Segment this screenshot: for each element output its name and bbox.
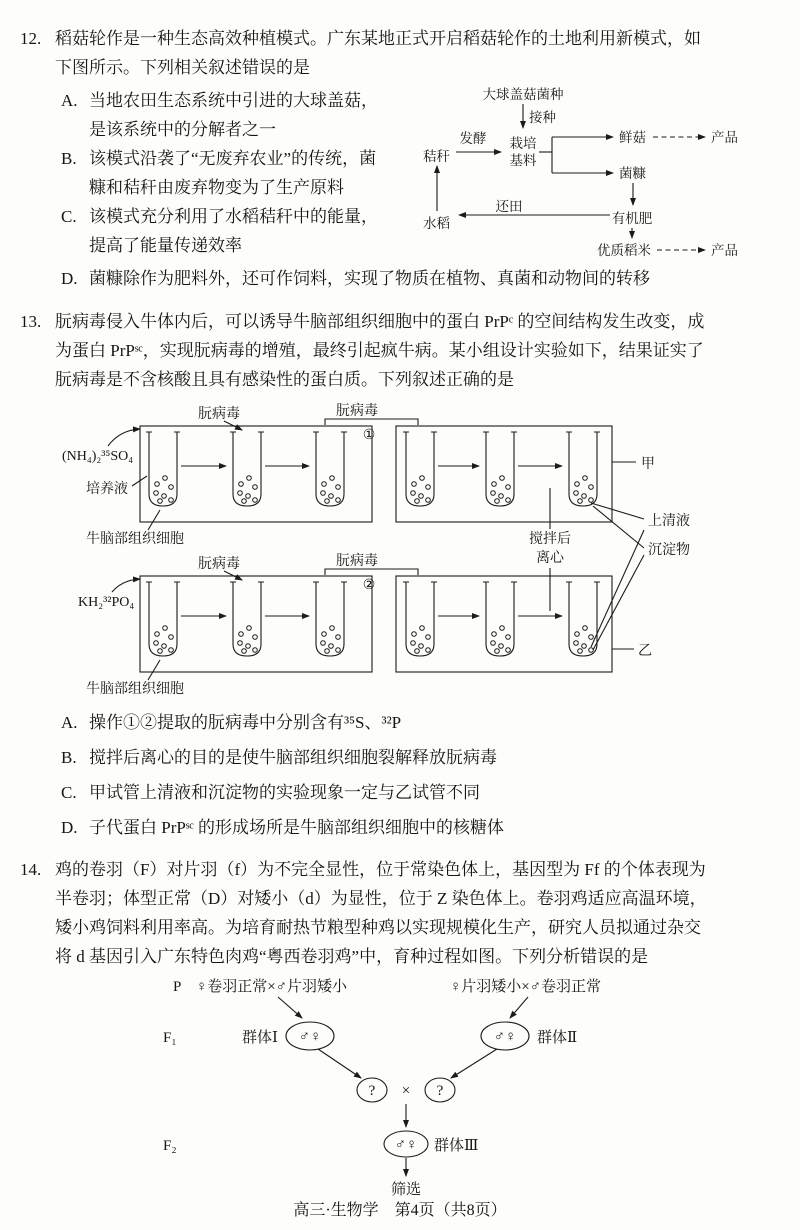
label-rice-plant: 水稻 (423, 216, 450, 231)
label-product1: 产品 (711, 130, 738, 145)
rice-mushroom-flow-diagram (415, 86, 800, 270)
label-culture-medium: 培养液 (86, 482, 128, 497)
question-number: 12. (20, 29, 42, 48)
test-tube (483, 432, 517, 506)
question-number: 13. (20, 312, 42, 331)
label-group2: 群体Ⅱ (537, 1030, 578, 1046)
option-text: 菌糠除作为肥料外，还可作饲料，实现了物质在植物、真菌和动物间的转移 (89, 269, 650, 288)
q12-options (55, 86, 391, 264)
infection-box-jia (396, 426, 612, 522)
test-tube (403, 432, 437, 506)
q13-option-c (55, 778, 784, 807)
option-text: 当地农田生态系统中引进的大球盖菇，是该系统中的分解者之一 (89, 91, 378, 139)
test-tube (566, 582, 600, 656)
arrow-group1-to-parent (318, 1049, 361, 1078)
arrow-cross2-to-group2 (510, 997, 528, 1018)
q14-stem: 鸡的卷羽（F）对片羽（f）为不完全显性，位于常染色体上，基因型为 Ff 的个体表现为半卷羽；体型正常（D）对矮小（d）为显性，位于 Z 染色体上。卷羽鸡适应高温环境，矮小鸡饲料利用率高。为培育耐热节粮型种鸡以实现规模化生产，研究人员拟通过杂交将 d 基因引入广东特色肉鸡“粤西卷羽鸡”中，育种过程如图。下列分析错误的是 (55, 860, 707, 966)
option-text: 子代蛋白 PrPˢᶜ 的形成场所是牛脑部组织细胞中的核糖体 (89, 818, 505, 837)
label-op2: ② (362, 578, 376, 593)
option-label: A. (61, 713, 78, 732)
label-male-female: ♂♀ (394, 1137, 418, 1153)
option-label: D. (61, 269, 78, 288)
question-number: 14. (20, 860, 42, 879)
option-label: B. (61, 149, 77, 168)
culture-box-1 (140, 426, 372, 522)
label-mushroom-spawn: 大球盖菇菌种 (482, 87, 564, 102)
test-tube (230, 432, 264, 506)
label-stir: 搅拌后 (529, 532, 571, 547)
label-inoculate: 接种 (529, 110, 556, 125)
infection-box-yi (396, 576, 612, 672)
label-select: 筛选 (390, 1182, 422, 1198)
page-footer: 高三·生物学 第4页（共8页） (293, 1202, 507, 1219)
phosphate-pointer (112, 579, 140, 592)
label-f2: F₂ (163, 1138, 177, 1154)
label-substrate-1: 栽培 (509, 136, 537, 151)
label-fresh-mushroom: 鲜菇 (619, 130, 646, 145)
test-tube (403, 582, 437, 656)
test-tube (230, 582, 264, 656)
label-potassium-phosphate: KH₂³²PO₄ (78, 595, 135, 610)
label-straw: 秸秆 (423, 149, 450, 164)
test-tube (146, 432, 180, 506)
label-group3: 群体Ⅲ (434, 1138, 479, 1154)
row2-32p (78, 552, 652, 697)
label-precipitate: 沉淀物 (648, 543, 690, 558)
q12-option-a (55, 86, 391, 144)
sulfate-pointer (108, 429, 140, 446)
test-tube (483, 582, 517, 656)
test-tube (313, 432, 347, 506)
label-group1: 群体Ⅰ (242, 1030, 278, 1046)
leader-yi-precipitate (593, 555, 644, 650)
q12-options-and-diagram (55, 86, 784, 264)
q13-option-d (55, 813, 784, 842)
question-body (55, 24, 784, 293)
arrow-group2-to-parent (451, 1049, 497, 1078)
label-brain-cells: 牛脑部组织细胞 (86, 682, 184, 697)
option-text: 搅拌后离心的目的是使牛脑部组织细胞裂解释放朊病毒 (89, 748, 497, 767)
label-spent-substrate: 菌糠 (619, 166, 646, 181)
option-label: A. (61, 91, 78, 110)
question-body (55, 855, 784, 1201)
label-op1: ① (362, 428, 376, 443)
label-unknown2: ? (436, 1083, 444, 1099)
breeding-pedigree-diagram (150, 973, 680, 1201)
label-product2: 产品 (711, 243, 738, 258)
leader-jia-precipitate (593, 506, 644, 548)
q12-option-c (55, 202, 391, 260)
option-text: 该模式充分利用了水稻秸秆中的能量，提高了能量传递效率 (89, 207, 378, 255)
label-brain-cells: 牛脑部组织细胞 (86, 532, 184, 547)
test-tube (146, 582, 180, 656)
leader-yi-supernatant (591, 530, 644, 647)
question-body (55, 307, 784, 842)
op2-bracket (325, 569, 418, 575)
label-prion: 朊病毒 (198, 557, 240, 572)
row1-35s (62, 402, 655, 547)
q14-breeding-diagram-area (150, 973, 784, 1201)
option-label: C. (61, 783, 77, 802)
label-p-generation: P (173, 979, 182, 995)
cells-leader (148, 510, 160, 530)
label-yi: 乙 (638, 644, 652, 659)
option-label: D. (61, 818, 78, 837)
question-13 (20, 307, 784, 842)
option-text: 该模式沿袭了“无废弃农业”的传统，菌糠和秸秆由废弃物变为了生产原料 (89, 149, 377, 197)
test-tube (313, 582, 347, 656)
op1-bracket (325, 419, 418, 425)
option-label: B. (61, 748, 77, 767)
q12-stem: 稻菇轮作是一种生态高效种植模式。广东某地正式开启稻菇轮作的土地利用新模式，如下图所示。下列相关叙述错误的是 (55, 29, 701, 77)
label-ammonium-sulfate: (NH₄)₂³⁵SO₄ (62, 449, 134, 464)
q12-flow-diagram-area (391, 86, 784, 264)
q13-experiment-diagram-area (60, 402, 784, 700)
question-12 (20, 24, 784, 293)
label-prion: 朊病毒 (336, 554, 378, 569)
label-male-female: ♂♀ (298, 1029, 322, 1045)
label-return-field: 还田 (495, 199, 523, 214)
label-male-female: ♂♀ (493, 1029, 517, 1045)
cells-leader (148, 660, 160, 680)
culture-box-2 (140, 576, 372, 672)
label-substrate-2: 基料 (509, 153, 537, 168)
q13-option-b (55, 743, 784, 772)
label-cross-sign: × (401, 1083, 411, 1099)
option-label: C. (61, 207, 77, 226)
label-cross1: ♀卷羽正常×♂片羽矮小 (196, 979, 347, 995)
q12-option-b (55, 144, 391, 202)
q13-option-a (55, 708, 784, 737)
label-supernatant: 上清液 (648, 514, 690, 529)
prion-experiment-diagram (60, 402, 790, 700)
label-prion: 朊病毒 (336, 404, 378, 419)
question-14 (20, 855, 784, 1201)
label-jia: 甲 (641, 457, 655, 472)
arrow-cross1-to-group1 (278, 997, 302, 1018)
label-f1: F₁ (163, 1030, 177, 1046)
q13-stem: 朊病毒侵入牛体内后，可以诱导牛脑部组织细胞中的蛋白 PrPᶜ 的空间结构发生改变，成为蛋白 PrPˢᶜ，实现朊病毒的增殖，最终引起疯牛病。某小组设计实验如下，结果证实了朊病毒是不含核酸且具有感染性的蛋白质。下列叙述正确的是 (55, 312, 705, 389)
label-ferment: 发酵 (459, 131, 487, 146)
label-quality-rice: 优质稻米 (597, 243, 651, 258)
label-prion: 朊病毒 (198, 407, 240, 422)
label-unknown1: ? (368, 1083, 376, 1099)
label-centrifuge: 离心 (536, 551, 564, 566)
test-tube (566, 432, 600, 506)
centrifuge-and-results (529, 488, 690, 650)
label-cross2: ♀片羽矮小×♂卷羽正常 (450, 979, 601, 995)
label-organic-fertilizer: 有机肥 (611, 211, 653, 226)
option-text: 甲试管上清液和沉淀物的实验现象一定与乙试管不同 (89, 783, 480, 802)
option-text: 操作①②提取的朊病毒中分别含有³⁵S、³²P (89, 713, 402, 732)
